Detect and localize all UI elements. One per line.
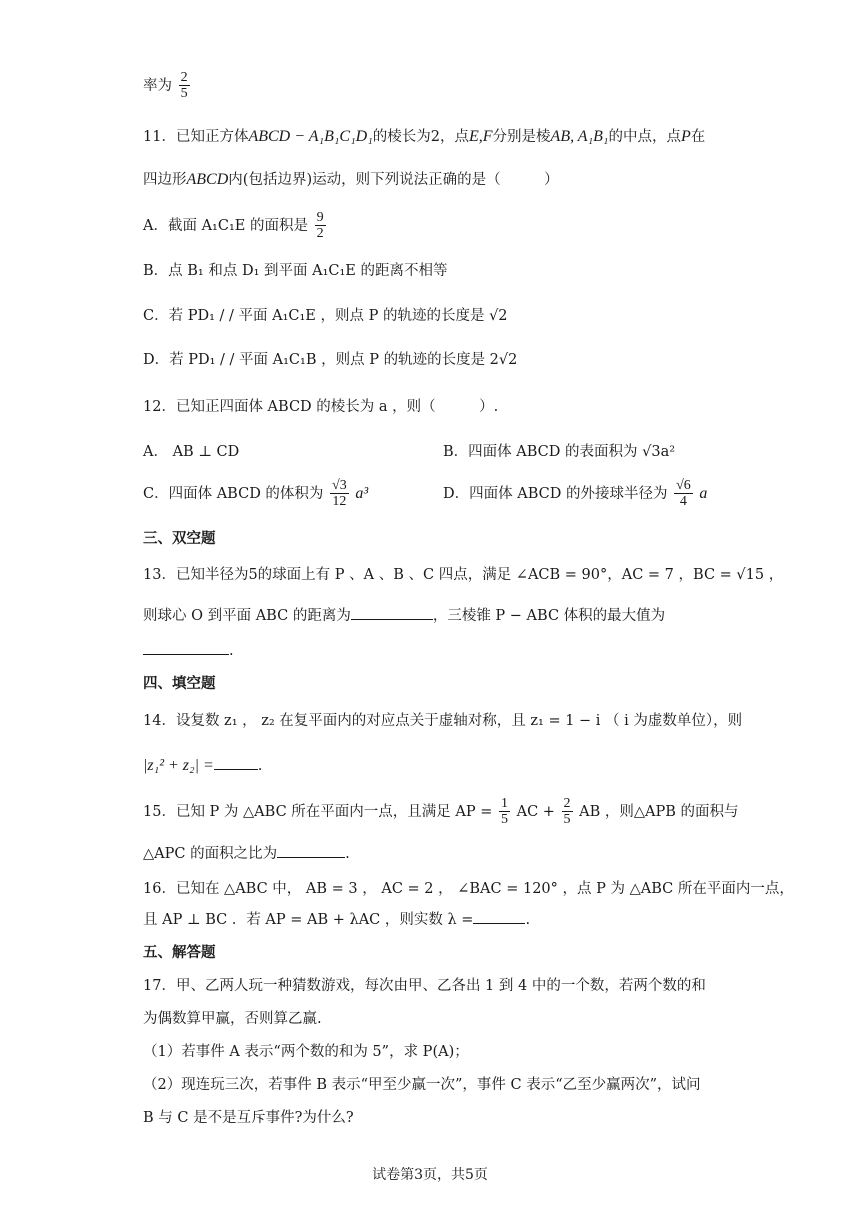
question-16-line-2: 且 AP ⊥ BC ．若 AP = AB + λAC ，则实数 λ = .: [143, 908, 530, 929]
question-12-option-a[interactable]: A． AB ⊥ CD: [143, 444, 240, 460]
section-heading-3: 三、双空题: [143, 531, 216, 547]
page-footer: 试卷第3页，共5页: [372, 1167, 488, 1183]
fraction: $\frac{1}{5}$: [501, 796, 508, 828]
answer-blank[interactable]: [214, 755, 258, 770]
fraction: $\frac{9}{2}$: [316, 210, 324, 242]
answer-blank[interactable]: [277, 843, 345, 858]
question-14-line-2: |z₁² + z₂| = .: [143, 757, 263, 774]
question-11-stem: 11．已知正方体ABCD − A₁B₁C₁D₁的棱长为2，点E,F分别是棱AB, A₁B₁的中点，点P在: [143, 128, 706, 145]
question-17-part-1: （1）若事件 A 表示“两个数的和为 5”，求 P(A)；: [143, 1044, 469, 1060]
question-11-option-d[interactable]: D．若 PD₁ / / 平面 A₁C₁B ，则点 P 的轨迹的长度是 2√2: [143, 352, 518, 368]
question-13-line-2: 则球心 O 到平面 ABC 的距离为 ，三棱锥 P − ABC 体积的最大值为: [143, 604, 665, 625]
answer-blank[interactable]: [473, 909, 525, 924]
question-17-part-2-cont: B 与 C 是不是互斥事件?为什么?: [143, 1110, 354, 1126]
question-13-line-1: 13．已知半径为5的球面上有 P 、A 、B 、C 四点，满足 ∠ACB = 90°，AC = 7 ，BC = √15 ，: [143, 567, 784, 583]
question-16-line-1: 16．已知在 △ABC 中， AB = 3 ， AC = 2 ， ∠BAC = 120° ，点 P 为 △ABC 所在平面内一点，: [143, 881, 794, 897]
question-12-stem: 12．已知正四面体 ABCD 的棱长为 a ，则（ ）.: [143, 399, 499, 415]
question-11-option-a[interactable]: A．截面 A₁C₁E 的面积是 $\frac{9}{2}$: [143, 210, 324, 242]
answer-blank[interactable]: [351, 605, 433, 620]
question-17-line-1: 17．甲、乙两人玩一种猜数游戏，每次由甲、乙各出 1 到 4 中的一个数，若两个数的和: [143, 978, 706, 994]
answer-blank[interactable]: [143, 640, 229, 655]
question-17-line-2: 为偶数算甲赢，否则算乙赢.: [143, 1011, 322, 1027]
fraction: $\frac{2}{5}$: [563, 796, 571, 828]
fraction: $\frac{2}{5}$: [180, 70, 188, 102]
question-17-part-2: （2）现连玩三次，若事件 B 表示“甲至少赢一次”，事件 C 表示“乙至少赢两次”，试问: [143, 1077, 701, 1093]
section-heading-4: 四、填空题: [143, 676, 216, 692]
question-11-option-b[interactable]: B．点 B₁ 和点 D₁ 到平面 A₁C₁E 的距离不相等: [143, 263, 448, 279]
question-12-option-d[interactable]: D．四面体 ABCD 的外接球半径为 $\frac{√6}{4}$ a: [443, 478, 708, 510]
question-14-line-1: 14．设复数 z₁ ， z₂ 在复平面内的对应点关于虚轴对称，且 z₁ = 1 − i （ i 为虚数单位），则: [143, 713, 743, 729]
section-heading-5: 五、解答题: [143, 945, 216, 961]
fraction: $\frac{√3}{12}$: [332, 478, 347, 510]
fraction: $\frac{√6}{4}$: [676, 478, 691, 510]
question-15-line-2: △APC 的面积之比为 .: [143, 842, 350, 863]
question-12-option-b[interactable]: B．四面体 ABCD 的表面积为 √3a²: [443, 444, 676, 460]
question-11-option-c[interactable]: C．若 PD₁ / / 平面 A₁C₁E ，则点 P 的轨迹的长度是 √2: [143, 308, 508, 324]
question-12-option-c[interactable]: C．四面体 ABCD 的体积为 $\frac{√3}{12}$ a³: [143, 478, 369, 510]
question-15-line-1: 15．已知 P 为 △ABC 所在平面内一点，且满足 AP = $\frac{1}{5}$ AC + $\frac{2}{5}$ AB ，则△APB 的面积与: [143, 796, 739, 828]
question-13-line-3: .: [143, 640, 234, 659]
continuation-line: 率为 $\frac{2}{5}$: [143, 70, 188, 102]
question-11-stem-2: 四边形ABCD内(包括边界)运动，则下列说法正确的是（ ）: [143, 171, 559, 188]
